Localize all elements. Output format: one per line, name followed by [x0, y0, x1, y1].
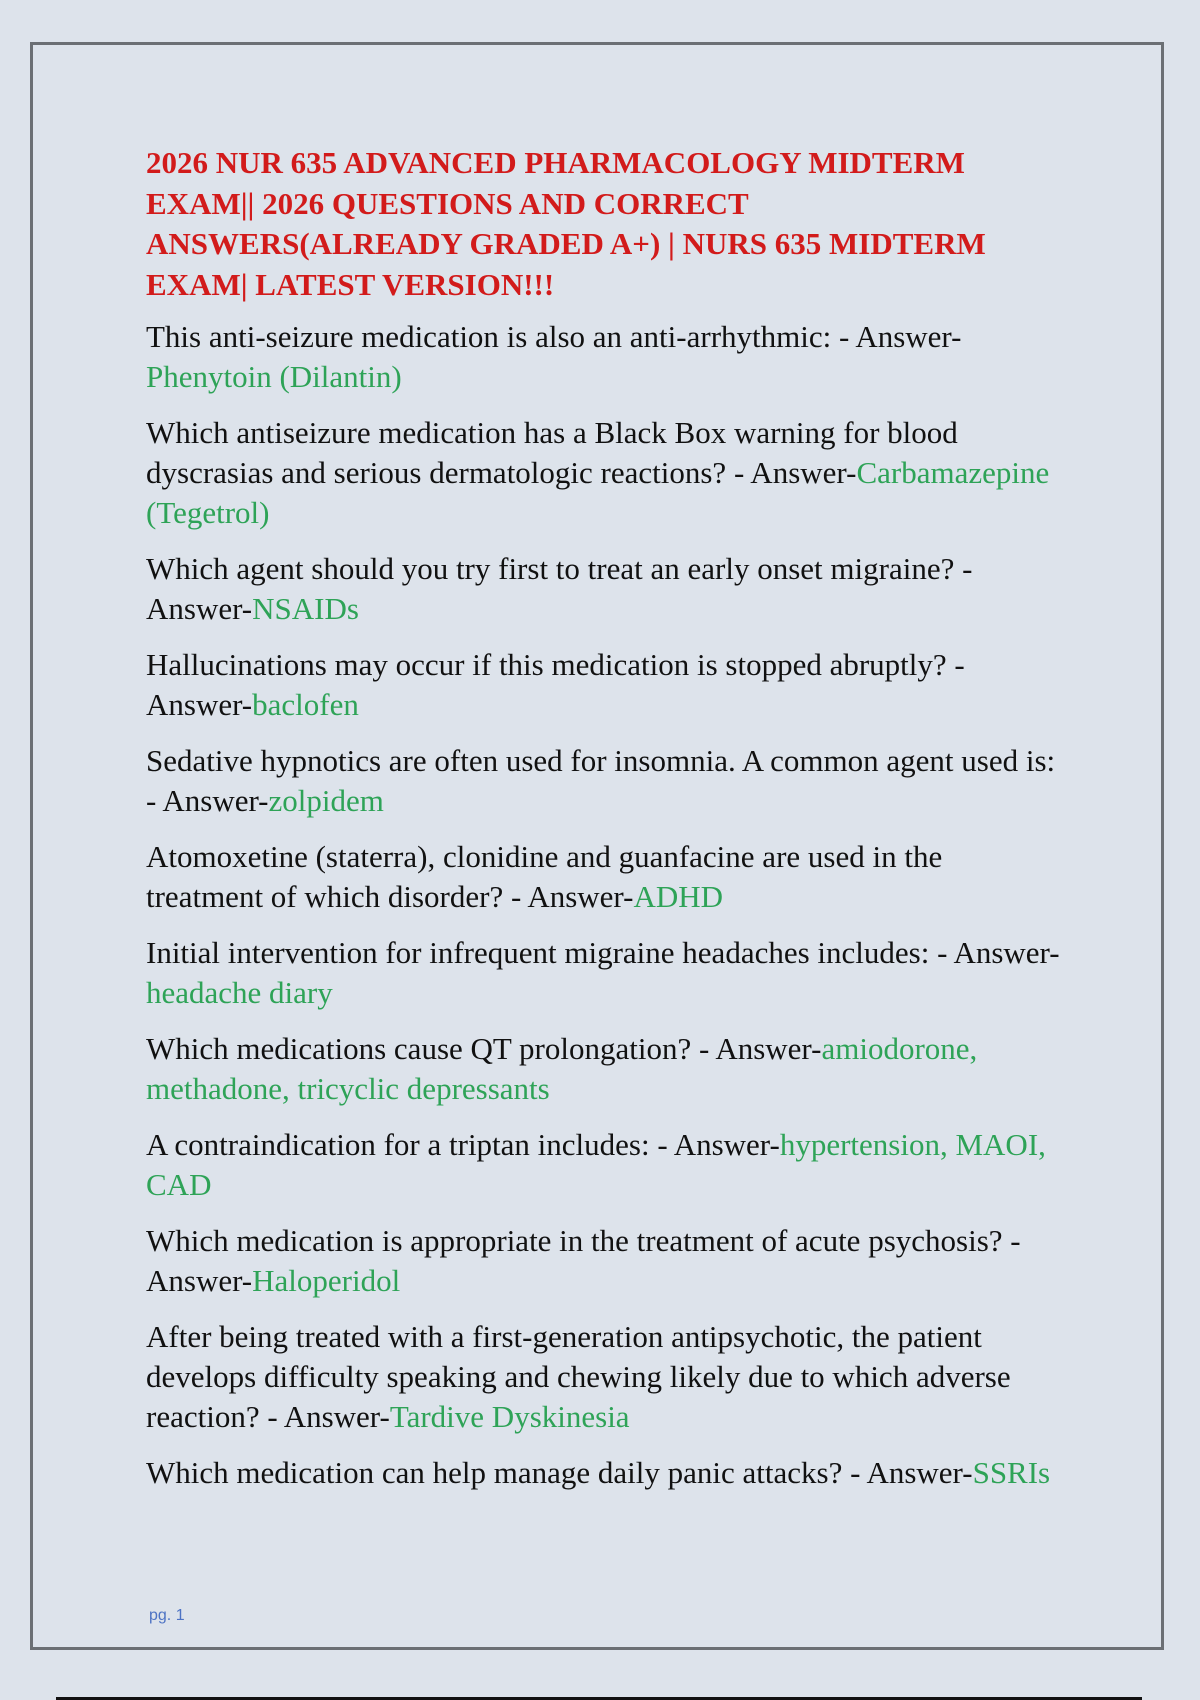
- answer-text: SSRIs: [972, 1455, 1051, 1490]
- answer-text: Haloperidol: [252, 1263, 401, 1298]
- answer-text: Phenytoin (Dilantin): [146, 359, 402, 394]
- qa-item: [146, 933, 1066, 1013]
- qa-item: [146, 1029, 1066, 1109]
- qa-item: [146, 645, 1066, 725]
- answer-text: Carbamazepine (Tegetrol): [146, 455, 1050, 530]
- answer-text: ADHD: [633, 879, 724, 914]
- question-text: After being treated with a first-generation antipsychotic, the patient develops difficulty speaking and chewing likely due to which adverse reaction? - Answer-: [146, 1319, 1011, 1434]
- qa-item: [146, 741, 1066, 821]
- qa-item: [146, 317, 1066, 397]
- answer-text: NSAIDs: [252, 591, 359, 626]
- qa-item: [146, 1125, 1066, 1205]
- answer-text: amiodorone, methadone, tricyclic depressants: [146, 1031, 978, 1106]
- qa-item: [146, 1221, 1066, 1301]
- answer-text: baclofen: [252, 687, 359, 722]
- answer-text: hypertension, MAOI, CAD: [146, 1127, 1046, 1202]
- question-text: Which antiseizure medication has a Black Box warning for blood dyscrasias and serious dermatologic reactions? - Answer-: [146, 415, 958, 490]
- question-text: Hallucinations may occur if this medication is stopped abruptly? - Answer-: [146, 647, 965, 722]
- question-text: A contraindication for a triptan includes: - Answer-: [146, 1127, 780, 1162]
- question-text: Which medication can help manage daily panic attacks? - Answer-: [146, 1455, 973, 1490]
- qa-item: [146, 413, 1066, 533]
- question-text: Atomoxetine (staterra), clonidine and guanfacine are used in the treatment of which disorder? - Answer-: [146, 839, 943, 914]
- answer-text: headache diary: [146, 975, 333, 1010]
- document-content: [146, 143, 1066, 1509]
- qa-item: [146, 549, 1066, 629]
- question-text: Which agent should you try first to treat an early onset migraine? - Answer-: [146, 551, 973, 626]
- question-text: This anti-seizure medication is also an anti-arrhythmic: - Answer-: [146, 319, 962, 354]
- document-title: 2026 NUR 635 ADVANCED PHARMACOLOGY MIDTERM EXAM|| 2026 QUESTIONS AND CORRECT ANSWERS(ALREADY GRADED A+) | NURS 635 MIDTERM EXAM| LATEST VERSION!!!: [146, 145, 986, 302]
- question-text: Initial intervention for infrequent migraine headaches includes: - Answer-: [146, 935, 1060, 970]
- question-text: Which medication is appropriate in the treatment of acute psychosis? - Answer-: [146, 1223, 1021, 1298]
- question-text: Which medications cause QT prolongation? - Answer-: [146, 1031, 822, 1066]
- qa-item: [146, 1453, 1066, 1493]
- qa-item: [146, 1317, 1066, 1437]
- qa-item: [146, 837, 1066, 917]
- answer-text: Tardive Dyskinesia: [389, 1399, 630, 1434]
- page-number: pg. 1: [149, 1607, 185, 1624]
- answer-text: zolpidem: [268, 783, 384, 818]
- question-text: Sedative hypnotics are often used for insomnia. A common agent used is: - Answer-: [146, 743, 1056, 818]
